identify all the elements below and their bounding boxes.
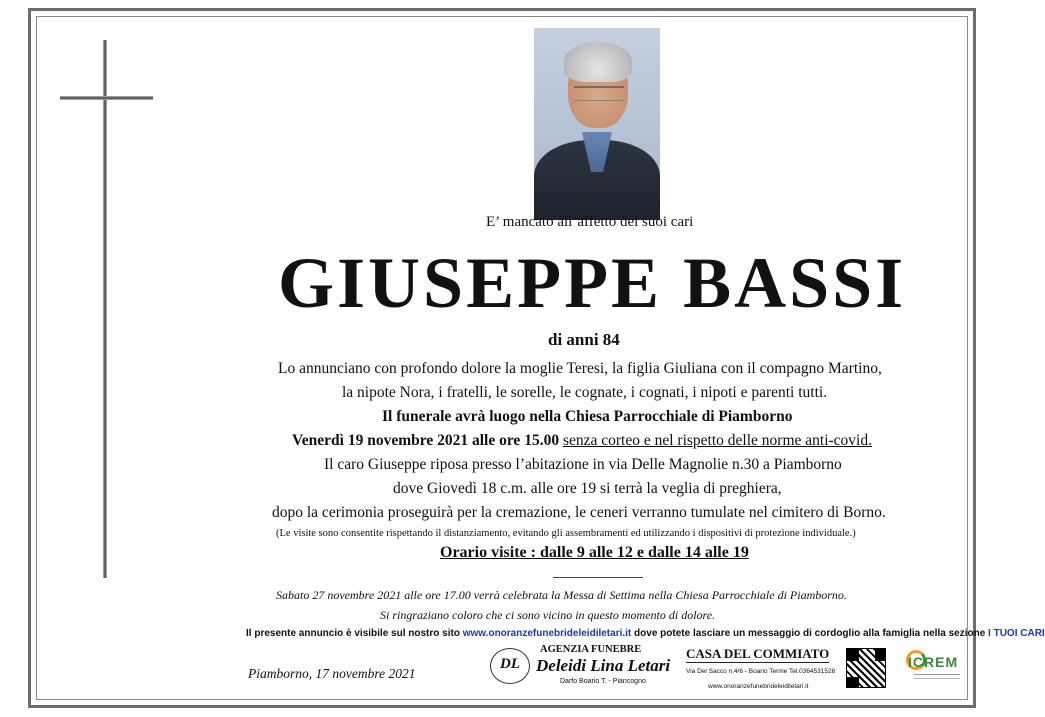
mass-notice: Sabato 27 novembre 2021 alle ore 17.00 verrà celebrata la Messa di Settima nella Chiesa Parrocchiale di Piamborno. — [276, 588, 847, 602]
notice-text: dove potete lasciare un messaggio di cordoglio alla famiglia nella sezione — [631, 628, 989, 639]
casa-address: Via Del Sacco n.4/6 - Boario Terme Tel.0364531526 — [686, 668, 836, 675]
announcement-line: dopo la cerimonia proseguirà per la cremazione, le ceneri verranno tumulate nel cimitero di Borno. — [272, 504, 886, 521]
casa-website[interactable]: www.onoranzefunebrideleidiletari.it — [708, 683, 809, 690]
funeral-date: Venerdì 19 novembre 2021 alle ore 15.00 — [292, 432, 560, 449]
icrem-logo — [900, 650, 966, 686]
announcement-line: dove Giovedì 18 c.m. alle ore 19 si terrà la veglia di preghiera, — [393, 480, 782, 497]
agency-logo — [490, 648, 530, 684]
icrem-logo-text: ICREM — [908, 654, 959, 670]
agency-label: AGENZIA FUNEBRE — [540, 644, 642, 655]
website-notice — [246, 628, 1045, 639]
funeral-location: Il funerale avrà luogo nella Chiesa Parrocchiale di Piamborno — [382, 408, 793, 425]
divider — [553, 577, 643, 578]
agency-logo-letters: DL — [500, 656, 520, 672]
section-link[interactable]: I TUOI CARI — [988, 628, 1045, 639]
visit-hours: Orario visite : dalle 9 alle 12 e dalle 14 alle 19 — [440, 544, 749, 561]
age-text: di anni 84 — [548, 330, 620, 349]
announcement-line: Lo annunciano con profondo dolore la moglie Teresi, la figlia Giuliana con il compagno Martino, — [278, 360, 882, 377]
notice-text: Il presente annuncio è visibile sul nostro sito — [246, 628, 463, 639]
website-link[interactable]: www.onoranzefunebrideleidiletari.it — [462, 628, 632, 639]
deceased-photo — [534, 28, 660, 206]
funeral-note: senza corteo e nel rispetto delle norme anti-covid. — [562, 432, 872, 449]
announcement-line: la nipote Nora, i fratelli, le sorelle, le cognate, i cognati, i nipoti e parenti tutti. — [342, 384, 828, 401]
deceased-name: GIUSEPPE BASSI — [278, 243, 907, 323]
place-date: Piamborno, 17 novembre 2021 — [248, 666, 416, 681]
funeral-date-line — [292, 432, 872, 450]
qr-code-icon[interactable] — [846, 648, 886, 688]
visit-rules: (Le visite sono consentite rispettando il distanziamento, evitando gli assembramenti ed utilizzando i dispositivi di protezione individuale.) — [276, 528, 856, 539]
agency-locations: Darfo Boario T. - Piancogno — [560, 678, 646, 685]
casa-title: CASA DEL COMMIATO — [686, 646, 830, 661]
agency-name: Deleidi Lina Letari — [536, 656, 671, 675]
thanks-text: Si ringraziano coloro che ci sono vicino in questo momento di dolore. — [380, 608, 716, 622]
announcement-line: Il caro Giuseppe riposa presso l’abitazione in via Delle Magnolie n.30 a Piamborno — [324, 456, 842, 473]
intro-text: E’ mancato all’affetto dei suoi cari — [486, 214, 694, 230]
